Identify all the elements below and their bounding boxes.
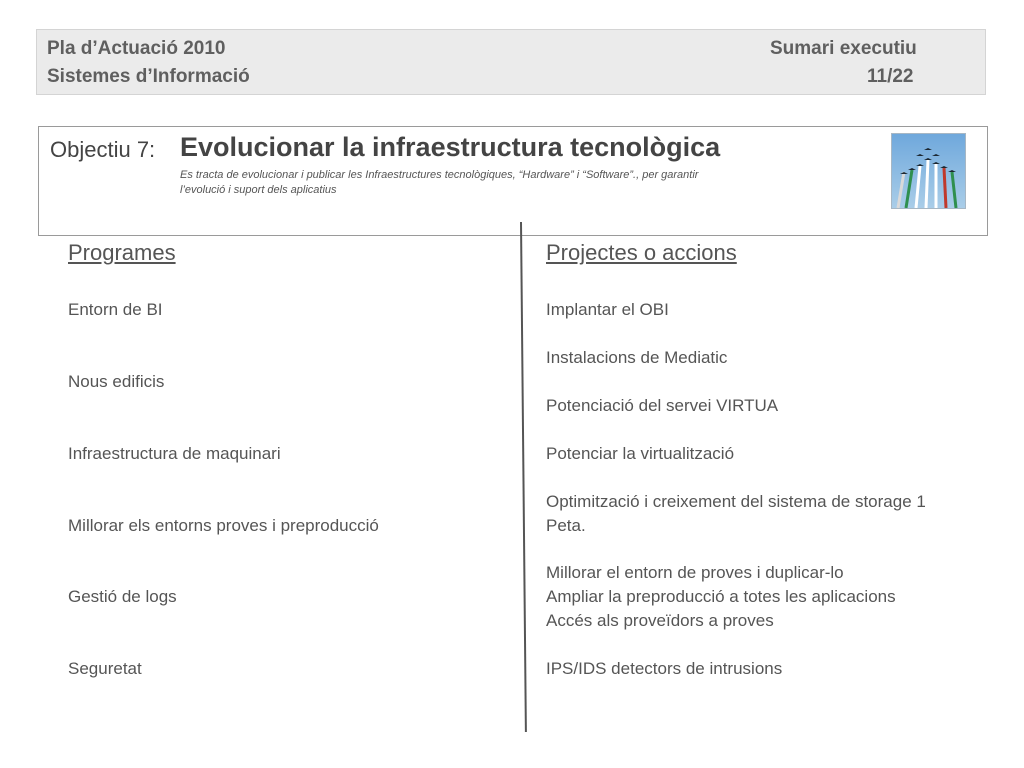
project-item: Potenciació del servei VIRTUA [546,396,779,415]
project-item: Instalacions de Mediatic [546,348,728,367]
column-divider [520,222,527,732]
project-item: Millorar el entorn de proves i duplicar-lo [546,563,844,582]
slide-header [36,29,986,95]
program-item: Millorar els entorns proves i preproducció [68,516,379,535]
project-item: Accés als proveïdors a proves [546,611,774,630]
project-item-continuation: Peta. [546,516,586,535]
programs-heading: Programes [68,240,176,265]
projects-heading: Projectes o accions [546,240,737,265]
objective-description-line: Es tracta de evolucionar i publicar les Infraestructures tecnològiques, “Hardware” i “Software”., per garantir [180,169,699,181]
program-item: Gestió de logs [68,587,177,606]
objective-title: Evolucionar la infraestructura tecnològica [180,132,721,162]
program-item: Seguretat [68,659,142,678]
program-item: Infraestructura de maquinari [68,444,281,463]
page-number: 11/22 [867,66,914,87]
aerobatic-jets-image [891,133,966,209]
project-item: Optimització i creixement del sistema de storage 1 [546,492,926,511]
objective-prefix: Objectiu 7: [50,137,156,162]
program-item: Nous edificis [68,372,165,391]
objective-description [180,168,800,198]
objective-description-line: l’evolució i suport dels aplicatius [180,184,337,196]
project-item: Potenciar la virtualització [546,444,735,463]
program-item: Entorn de BI [68,300,163,319]
objective-box [38,126,988,236]
plan-title: Pla d’Actuació 2010 [47,38,226,59]
project-item: IPS/IDS detectors de intrusions [546,659,783,678]
project-item: Ampliar la preproducció a totes les aplicacions [546,587,896,606]
section-title: Sumari executiu [770,38,917,59]
project-item: Implantar el OBI [546,300,669,319]
department-title: Sistemes d’Informació [47,66,250,87]
